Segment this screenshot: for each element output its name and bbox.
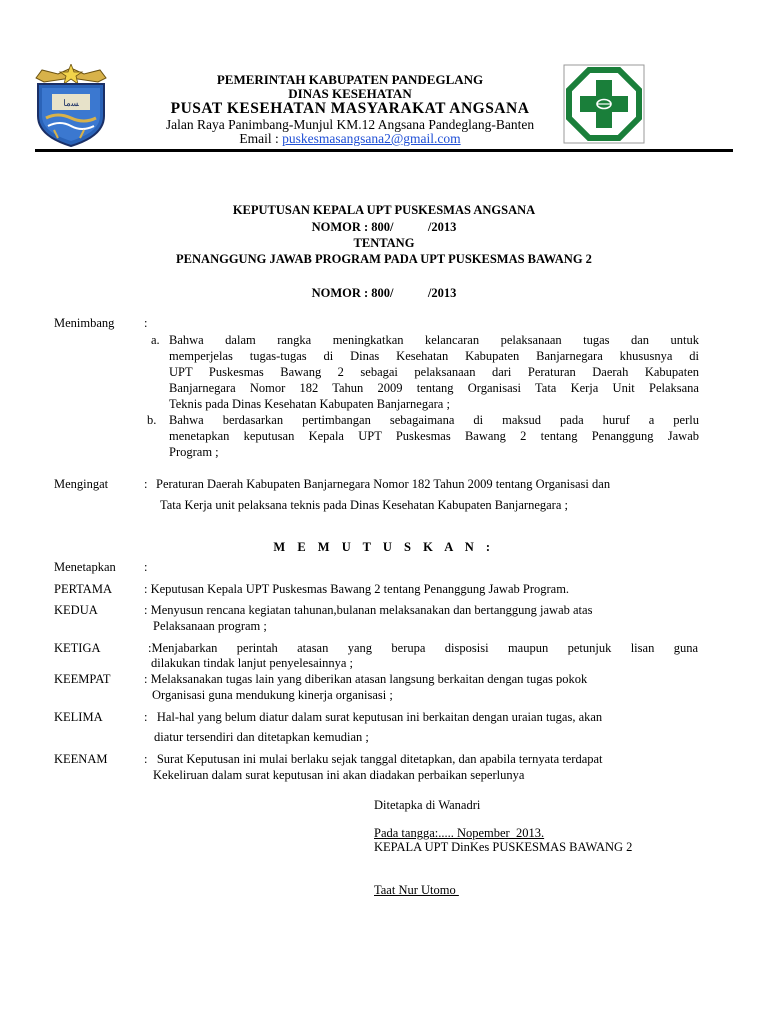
ketiga-text-1: :Menjabarkan perintah atasan yang berupa disposisi maupun petunjuk lisan guna xyxy=(148,641,698,655)
keenam-text-2: Kekeliruan dalam surat keputusan ini akan diadakan perbaikan seperlunya xyxy=(153,768,525,782)
menetapkan-label: Menetapkan xyxy=(54,560,116,574)
ketiga-label: KETIGA xyxy=(54,641,101,655)
menimbang-a-line-3: UPT Puskesmas Bawang 2 sebagai pelaksanaan dari Peraturan Daerah Kabupaten xyxy=(169,365,699,379)
title-subject: PENANGGUNG JAWAB PROGRAM PADA UPT PUSKESMAS BAWANG 2 xyxy=(176,252,592,266)
title-line-1: KEPUTUSAN KEPALA UPT PUSKESMAS ANGSANA xyxy=(232,203,536,217)
mengingat-line-1: Peraturan Daerah Kabupaten Banjarnegara Nomor 182 Tahun 2009 tentang Organisasi dan xyxy=(156,477,611,491)
mengingat-label: Mengingat xyxy=(54,477,109,491)
header-line-1: PEMERINTAH KABUPATEN PANDEGLANG xyxy=(216,72,484,87)
letterhead-divider xyxy=(35,149,733,152)
menimbang-b-line-2: menetapkan keputusan Kepala UPT Puskesmas Bawang 2 tentang Penanggung Jawab xyxy=(169,429,699,443)
kelima-label: KELIMA xyxy=(54,710,103,724)
title-tentang: TENTANG xyxy=(353,236,415,250)
menimbang-a-line-5: Teknis pada Dinas Kesehatan Kabupaten Banjarnegara ; xyxy=(169,397,450,411)
menetapkan-colon: : xyxy=(144,560,148,574)
menimbang-b-line-3: Program ; xyxy=(169,445,219,459)
menimbang-a-line-4: Banjarnegara Nomor 182 Tahun 2009 tentang Organisasi Tata Kerja Unit Pelaksana xyxy=(169,381,699,395)
memutuskan-heading: M E M U T U S K A N : xyxy=(273,540,495,554)
keempat-text-1: : Melaksanakan tugas lain yang diberikan atasan langsung berkaitan dengan tugas pokok xyxy=(144,672,588,686)
signature-position: KEPALA UPT DinKes PUSKESMAS BAWANG 2 xyxy=(374,840,633,854)
menimbang-label: Menimbang xyxy=(54,316,115,330)
menimbang-colon: : xyxy=(144,316,148,330)
header-line-3: PUSAT KESEHATAN MASYARAKAT ANGSANA xyxy=(170,100,530,117)
kedua-label: KEDUA xyxy=(54,603,98,617)
header-address: Jalan Raya Panimbang-Munjul KM.12 Angsana Pandeglang-Banten xyxy=(165,117,535,132)
signature-place: Ditetapka di Wanadri xyxy=(374,798,481,812)
pertama-text: : Keputusan Kepala UPT Puskesmas Bawang 2 tentang Penanggung Jawab Program. xyxy=(144,582,570,596)
ketiga-text-2: dilakukan tindak lanjut penyelesainnya ; xyxy=(151,656,354,670)
kelima-text-2: diatur tersendiri dan ditetapkan kemudian ; xyxy=(154,730,369,744)
menimbang-b-line-1: Bahwa berdasarkan pertimbangan sebagaimana di maksud pada huruf a perlu xyxy=(169,413,699,427)
regency-crest-icon xyxy=(28,64,114,148)
header-line-2: DINAS KESEHATAN xyxy=(288,86,412,101)
email-link[interactable]: puskesmasangsana2@gmail.com xyxy=(282,131,461,146)
signature-name: Taat Nur Utomo xyxy=(374,883,459,897)
kedua-text-2: Pelaksanaan program ; xyxy=(153,619,267,633)
title-number-2: NOMOR : 800/ /2013 xyxy=(311,286,457,300)
svg-text:ﺴﻣﺎ: ﺴﻣﺎ xyxy=(63,99,79,109)
menimbang-b-marker: b. xyxy=(147,413,157,427)
pertama-label: PERTAMA xyxy=(54,582,112,596)
keempat-text-2: Organisasi guna mendukung kinerja organisasi ; xyxy=(152,688,393,702)
menimbang-a-line-1: Bahwa dalam rangka meningkatkan kelancaran pelaksanaan tugas dan untuk xyxy=(169,333,699,347)
kedua-text-1: : Menyusun rencana kegiatan tahunan,bulanan melaksanakan dan bertanggung jawab atas xyxy=(144,603,593,617)
keenam-text-1: : Surat Keputusan ini mulai berlaku sejak tanggal ditetapkan, dan apabila ternyata terdapat xyxy=(144,752,603,766)
signature-date: Pada tangga:..... Nopember 2013. xyxy=(374,826,545,840)
header-email-line xyxy=(140,131,560,147)
keempat-label: KEEMPAT xyxy=(54,672,111,686)
menimbang-a-line-2: memperjelas tugas-tugas di Dinas Kesehatan Kabupaten Banjarnegara khususnya di xyxy=(169,349,699,363)
mengingat-line-2: Tata Kerja unit pelaksana teknis pada Dinas Kesehatan Kabupaten Banjarnegara ; xyxy=(160,498,568,512)
mengingat-colon: : xyxy=(144,477,148,491)
keenam-label: KEENAM xyxy=(54,752,108,766)
email-label: Email : xyxy=(239,131,283,146)
kelima-text-1: : Hal-hal yang belum diatur dalam surat keputusan ini berkaitan dengan uraian tugas, akan xyxy=(144,710,603,724)
title-number: NOMOR : 800/ /2013 xyxy=(311,220,457,234)
menimbang-a-marker: a. xyxy=(151,333,160,347)
